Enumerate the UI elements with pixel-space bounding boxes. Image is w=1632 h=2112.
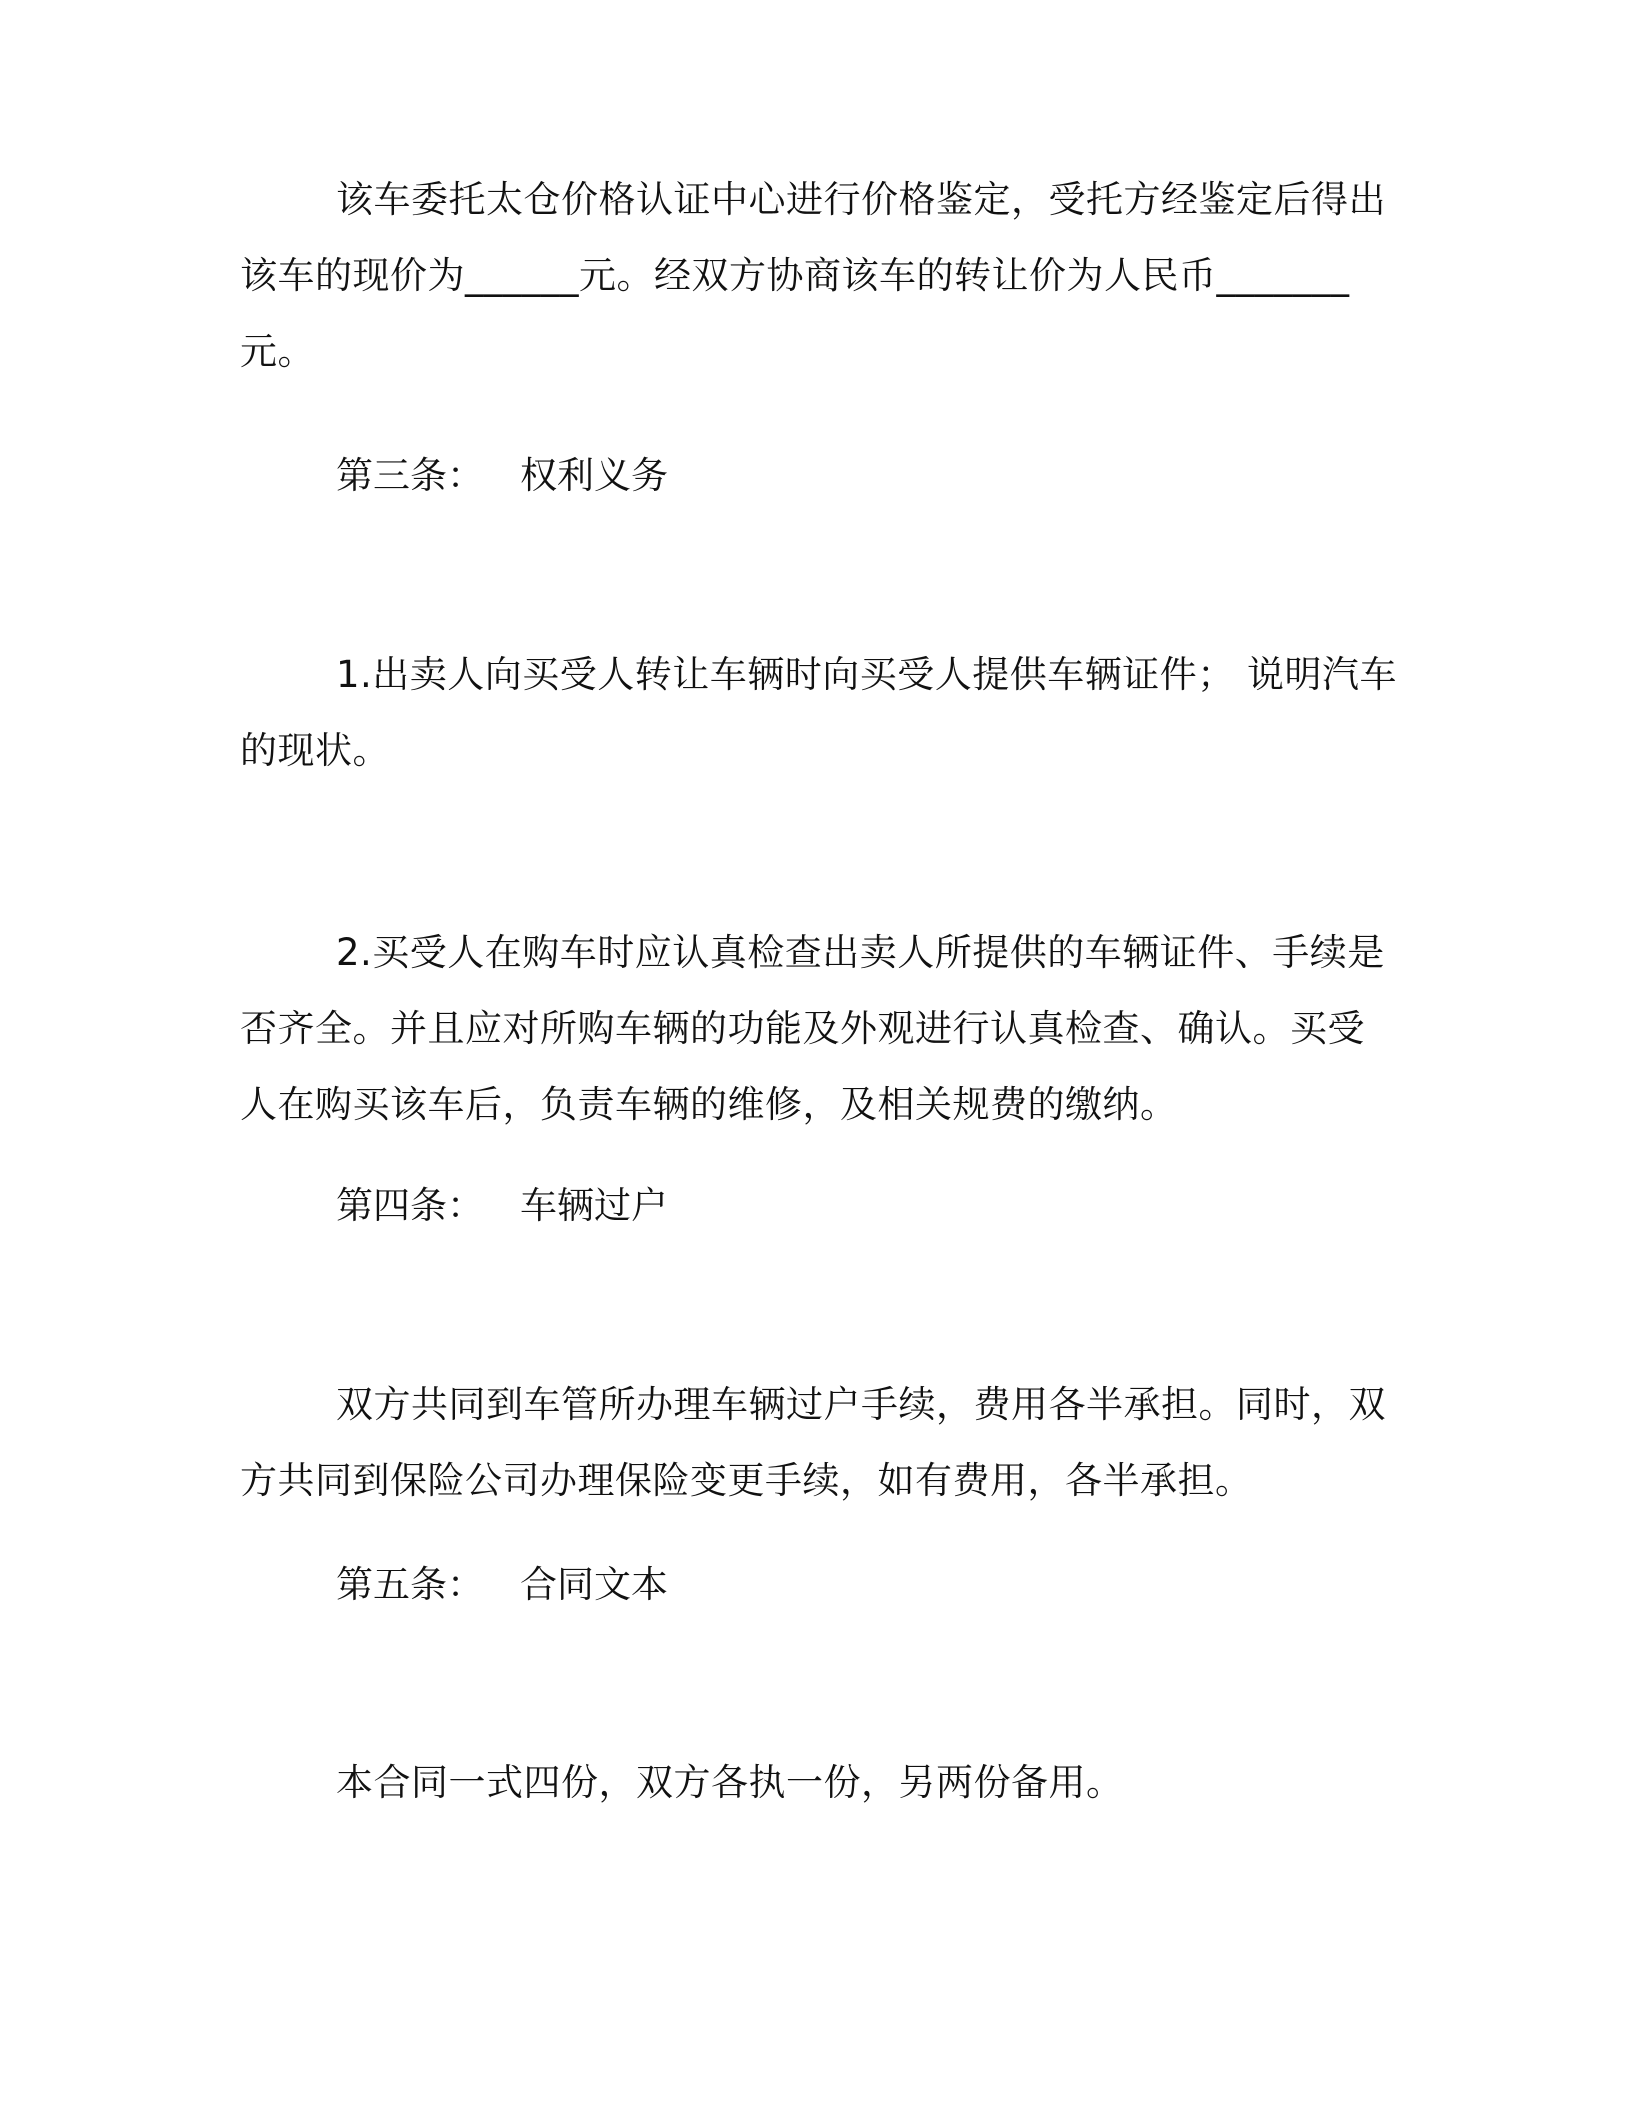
copies-paragraph: [240, 1745, 1380, 1821]
article-4-label: 第四条：: [336, 1184, 484, 1227]
article-3-title: 权利义务: [520, 454, 668, 497]
article-3-heading: [336, 438, 668, 514]
article-4-title: 车辆过户: [520, 1184, 668, 1227]
price-paragraph-line-2: 该车的现价为______元。经双方协商该车的转让价为人民币_______: [240, 254, 1350, 297]
article-5-label: 第五条：: [336, 1563, 484, 1606]
price-paragraph: [240, 162, 1386, 390]
item-2-paragraph: [240, 915, 1385, 1143]
item-2-line-2: 否齐全。并且应对所购车辆的功能及外观进行认真检查、确认。买受: [240, 1007, 1365, 1050]
transfer-line-1: 双方共同到车管所办理车辆过户手续，费用各半承担。同时，双: [336, 1383, 1386, 1426]
article-5-heading: [336, 1547, 668, 1623]
price-paragraph-line-3: 元。: [240, 330, 315, 373]
item-2-line-3: 人在购买该车后，负责车辆的维修，及相关规费的缴纳。: [240, 1083, 1178, 1126]
transfer-paragraph: [240, 1367, 1386, 1519]
article-3-label: 第三条：: [336, 454, 484, 497]
article-4-heading: [336, 1168, 668, 1244]
price-paragraph-line-1: 该车委托太仓价格认证中心进行价格鉴定，受托方经鉴定后得出: [336, 178, 1386, 221]
transfer-line-2: 方共同到保险公司办理保险变更手续，如有费用，各半承担。: [240, 1459, 1253, 1502]
item-1-line-2: 的现状。: [240, 729, 390, 772]
item-1-line-1: 1.出卖人向买受人转让车辆时向买受人提供车辆证件； 说明汽车: [336, 653, 1398, 696]
item-2-line-1: 2.买受人在购车时应认真检查出卖人所提供的车辆证件、手续是: [336, 931, 1385, 974]
item-1-paragraph: [240, 637, 1398, 789]
article-5-title: 合同文本: [520, 1563, 668, 1606]
copies-line-1: 本合同一式四份，双方各执一份，另两份备用。: [336, 1761, 1124, 1804]
